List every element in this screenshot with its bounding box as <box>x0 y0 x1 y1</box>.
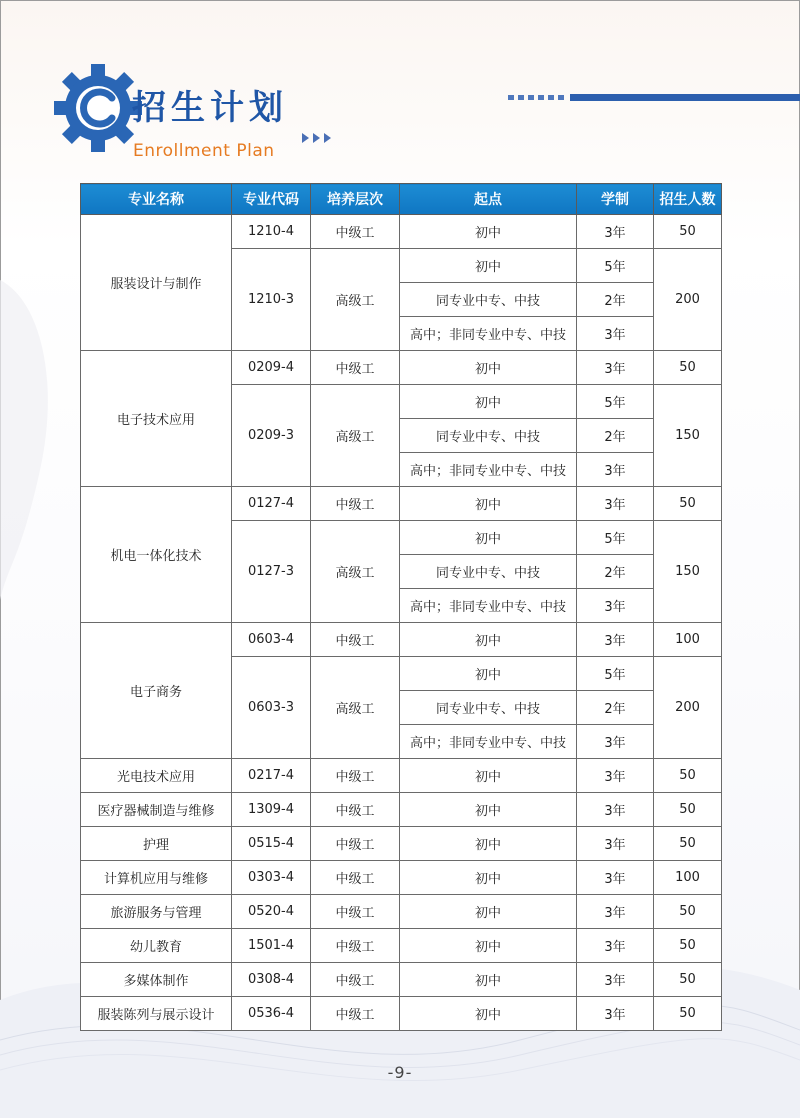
major-code-cell: 1210-3 <box>232 249 311 351</box>
major-code-cell: 0520-4 <box>232 895 311 929</box>
major-name-cell: 旅游服务与管理 <box>81 895 232 929</box>
duration-cell: 3年 <box>577 895 654 929</box>
duration-cell: 3年 <box>577 351 654 385</box>
table-row <box>81 827 722 861</box>
training-level-cell: 高级工 <box>311 521 400 623</box>
enrollment-count-cell: 200 <box>654 249 722 351</box>
training-level-cell: 中级工 <box>311 623 400 657</box>
table-row <box>81 351 722 385</box>
training-level-cell: 中级工 <box>311 351 400 385</box>
duration-cell: 5年 <box>577 385 654 419</box>
major-code-cell: 0217-4 <box>232 759 311 793</box>
start-point-cell: 同专业中专、中技 <box>400 555 577 589</box>
major-name-cell: 医疗器械制造与维修 <box>81 793 232 827</box>
start-point-cell: 初中 <box>400 827 577 861</box>
start-point-cell: 初中 <box>400 249 577 283</box>
table-row <box>81 793 722 827</box>
major-code-cell: 0536-4 <box>232 997 311 1031</box>
training-level-cell: 中级工 <box>311 963 400 997</box>
arrow-decoration-icon <box>302 132 338 144</box>
header-bar-decoration <box>508 94 800 102</box>
table-row <box>81 895 722 929</box>
table-row <box>81 929 722 963</box>
enrollment-count-cell: 50 <box>654 997 722 1031</box>
start-point-cell: 初中 <box>400 657 577 691</box>
major-code-cell: 1309-4 <box>232 793 311 827</box>
enrollment-count-cell: 50 <box>654 929 722 963</box>
training-level-cell: 中级工 <box>311 895 400 929</box>
major-code-cell: 0209-4 <box>232 351 311 385</box>
duration-cell: 3年 <box>577 589 654 623</box>
table-row <box>81 861 722 895</box>
enrollment-count-cell: 150 <box>654 385 722 487</box>
start-point-cell: 同专业中专、中技 <box>400 419 577 453</box>
start-point-cell: 初中 <box>400 385 577 419</box>
page-subtitle: Enrollment Plan <box>133 141 275 161</box>
start-point-cell: 初中 <box>400 997 577 1031</box>
table-header-row <box>81 184 722 215</box>
table-row <box>81 623 722 657</box>
duration-cell: 5年 <box>577 521 654 555</box>
enrollment-count-cell: 50 <box>654 487 722 521</box>
duration-cell: 2年 <box>577 555 654 589</box>
major-name-cell: 电子技术应用 <box>81 351 232 487</box>
training-level-cell: 中级工 <box>311 215 400 249</box>
page-number: -9- <box>387 1063 413 1082</box>
start-point-cell: 初中 <box>400 793 577 827</box>
enrollment-count-cell: 50 <box>654 963 722 997</box>
start-point-cell: 初中 <box>400 521 577 555</box>
major-code-cell: 1210-4 <box>232 215 311 249</box>
enrollment-count-cell: 200 <box>654 657 722 759</box>
major-code-cell: 1501-4 <box>232 929 311 963</box>
duration-cell: 3年 <box>577 793 654 827</box>
enrollment-count-cell: 50 <box>654 351 722 385</box>
major-name-cell: 多媒体制作 <box>81 963 232 997</box>
duration-cell: 2年 <box>577 283 654 317</box>
major-code-cell: 0127-3 <box>232 521 311 623</box>
enrollment-count-cell: 50 <box>654 215 722 249</box>
enrollment-count-cell: 50 <box>654 759 722 793</box>
start-point-cell: 初中 <box>400 759 577 793</box>
duration-cell: 3年 <box>577 963 654 997</box>
table-row <box>81 487 722 521</box>
start-point-cell: 初中 <box>400 351 577 385</box>
enrollment-count-cell: 100 <box>654 861 722 895</box>
duration-cell: 5年 <box>577 249 654 283</box>
page-title: 招生计划 <box>132 88 288 128</box>
training-level-cell: 中级工 <box>311 793 400 827</box>
start-point-cell: 初中 <box>400 895 577 929</box>
training-level-cell: 高级工 <box>311 249 400 351</box>
enrollment-count-cell: 50 <box>654 895 722 929</box>
major-name-cell: 光电技术应用 <box>81 759 232 793</box>
duration-cell: 3年 <box>577 317 654 351</box>
duration-cell: 3年 <box>577 487 654 521</box>
column-header: 招生人数 <box>654 184 722 215</box>
duration-cell: 3年 <box>577 827 654 861</box>
major-name-cell: 电子商务 <box>81 623 232 759</box>
table-row <box>81 997 722 1031</box>
start-point-cell: 初中 <box>400 963 577 997</box>
training-level-cell: 中级工 <box>311 929 400 963</box>
start-point-cell: 初中 <box>400 861 577 895</box>
enrollment-table <box>80 183 722 1031</box>
start-point-cell: 高中；非同专业中专、中技 <box>400 589 577 623</box>
column-header: 学制 <box>577 184 654 215</box>
start-point-cell: 初中 <box>400 623 577 657</box>
major-name-cell: 幼儿教育 <box>81 929 232 963</box>
duration-cell: 3年 <box>577 215 654 249</box>
column-header: 起点 <box>400 184 577 215</box>
column-header: 专业代码 <box>232 184 311 215</box>
start-point-cell: 初中 <box>400 929 577 963</box>
duration-cell: 2年 <box>577 691 654 725</box>
enrollment-count-cell: 50 <box>654 827 722 861</box>
training-level-cell: 高级工 <box>311 385 400 487</box>
training-level-cell: 中级工 <box>311 759 400 793</box>
duration-cell: 3年 <box>577 861 654 895</box>
table-row <box>81 759 722 793</box>
training-level-cell: 中级工 <box>311 997 400 1031</box>
start-point-cell: 高中；非同专业中专、中技 <box>400 317 577 351</box>
duration-cell: 3年 <box>577 997 654 1031</box>
major-name-cell: 机电一体化技术 <box>81 487 232 623</box>
start-point-cell: 同专业中专、中技 <box>400 283 577 317</box>
enrollment-count-cell: 100 <box>654 623 722 657</box>
training-level-cell: 中级工 <box>311 861 400 895</box>
major-name-cell: 服装陈列与展示设计 <box>81 997 232 1031</box>
major-code-cell: 0209-3 <box>232 385 311 487</box>
start-point-cell: 初中 <box>400 487 577 521</box>
table-row <box>81 963 722 997</box>
major-name-cell: 计算机应用与维修 <box>81 861 232 895</box>
major-code-cell: 0127-4 <box>232 487 311 521</box>
duration-cell: 3年 <box>577 759 654 793</box>
training-level-cell: 高级工 <box>311 657 400 759</box>
duration-cell: 3年 <box>577 929 654 963</box>
start-point-cell: 初中 <box>400 215 577 249</box>
duration-cell: 3年 <box>577 623 654 657</box>
duration-cell: 2年 <box>577 419 654 453</box>
start-point-cell: 同专业中专、中技 <box>400 691 577 725</box>
major-name-cell: 护理 <box>81 827 232 861</box>
enrollment-count-cell: 50 <box>654 793 722 827</box>
column-header: 培养层次 <box>311 184 400 215</box>
major-name-cell: 服装设计与制作 <box>81 215 232 351</box>
major-code-cell: 0603-4 <box>232 623 311 657</box>
duration-cell: 3年 <box>577 453 654 487</box>
major-code-cell: 0308-4 <box>232 963 311 997</box>
major-code-cell: 0515-4 <box>232 827 311 861</box>
start-point-cell: 高中；非同专业中专、中技 <box>400 453 577 487</box>
table-row <box>81 215 722 249</box>
duration-cell: 3年 <box>577 725 654 759</box>
column-header: 专业名称 <box>81 184 232 215</box>
enrollment-count-cell: 150 <box>654 521 722 623</box>
training-level-cell: 中级工 <box>311 827 400 861</box>
training-level-cell: 中级工 <box>311 487 400 521</box>
start-point-cell: 高中；非同专业中专、中技 <box>400 725 577 759</box>
major-code-cell: 0303-4 <box>232 861 311 895</box>
major-code-cell: 0603-3 <box>232 657 311 759</box>
duration-cell: 5年 <box>577 657 654 691</box>
